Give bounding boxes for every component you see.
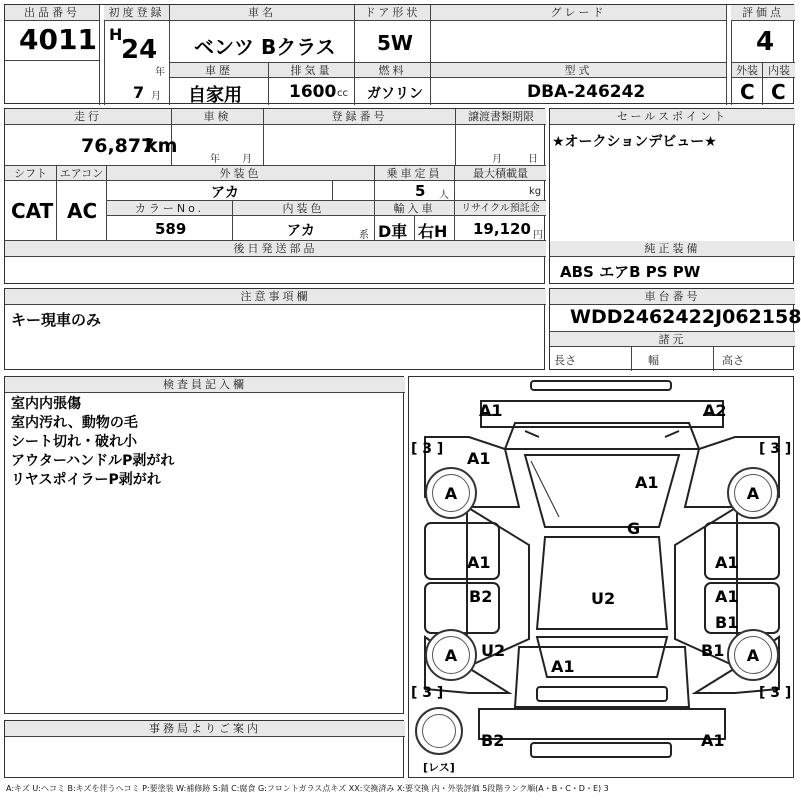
int-color-label: 内装色 (233, 201, 375, 216)
inspection-cell (172, 125, 264, 166)
steering: 右H (418, 222, 448, 241)
displacement-cell (269, 78, 355, 105)
model-label: 型式 (431, 63, 727, 78)
header-block (4, 4, 794, 104)
vehicle-info-block (4, 108, 545, 284)
mark-rear-fender-left: U2 (481, 641, 506, 660)
length-label: 長さ (554, 354, 576, 367)
era: H (109, 25, 123, 44)
tire-front-right: A (727, 467, 779, 519)
ext-color-blank (333, 181, 375, 201)
fuel-cell (355, 78, 431, 105)
reg-year: 24 (121, 35, 158, 65)
transfer-label: 譲渡書類期限 (456, 109, 546, 125)
lot-no-cell (5, 21, 100, 61)
inspector-block (4, 376, 404, 714)
mileage-unit: km (145, 135, 178, 157)
max-load-cell (455, 181, 546, 201)
tread-rear-right: [ 3 ] (759, 685, 792, 701)
reg-no-cell (264, 125, 456, 166)
ac-label: エアコン (57, 166, 107, 181)
score-cell (731, 21, 795, 63)
interior: C (771, 80, 786, 104)
ext-color: アカ (211, 185, 239, 201)
lot-no: 4011 (19, 23, 97, 56)
name-label: 車名 (170, 5, 355, 21)
recycle: 19,120 (473, 220, 531, 238)
inspector-line: アウターハンドルP剥がれ (11, 453, 175, 469)
spec-label: 諸元 (550, 331, 795, 347)
ext-color-label: 外装色 (107, 166, 375, 181)
first-reg-cell (104, 21, 170, 105)
height-cell (714, 347, 795, 371)
exterior-label: 外装 (731, 63, 763, 78)
shift-cell (5, 181, 57, 241)
int-color-unit: 系 (359, 230, 369, 241)
mark-roof: U2 (591, 589, 616, 608)
year-unit: 年 (155, 67, 165, 78)
grade-cell (431, 21, 727, 63)
mark-rear-door-right-2: B1 (715, 613, 739, 632)
mark-rear-fender-right: B1 (701, 641, 725, 660)
caution-block (4, 288, 545, 370)
history: 自家用 (188, 85, 242, 106)
caution-label: 注意事項欄 (5, 289, 546, 305)
sales-point-block (549, 108, 794, 284)
door-label: ドア形状 (355, 5, 431, 21)
inspector-line: リヤスポイラーP剥がれ (11, 472, 161, 488)
length-cell (550, 347, 632, 371)
fuel: ガソリン (367, 86, 423, 102)
name-cell (170, 21, 355, 63)
exterior-cell (731, 78, 763, 105)
mark-windshield: G (627, 519, 641, 538)
model: DBA-246242 (527, 82, 646, 102)
first-reg-label: 初度登録 (104, 5, 170, 21)
displacement-label: 排気量 (269, 63, 355, 78)
height-label: 高さ (722, 354, 744, 367)
import-cell (375, 216, 415, 241)
interior-cell (763, 78, 795, 105)
insp-month-unit: 月 (242, 154, 252, 165)
int-color: アカ (287, 223, 315, 239)
ext-color-cell (107, 181, 333, 201)
door: 5W (377, 31, 413, 55)
lot-no-label: 出品番号 (5, 5, 100, 21)
displacement: 1600 (289, 82, 337, 102)
import-label: 輸入車 (375, 201, 455, 216)
lot-no-blank (5, 61, 100, 105)
mark-trunk: A1 (551, 657, 575, 676)
inspector-line: シート切れ・破れ小 (11, 434, 137, 450)
legend: A:キズ U:ヘコミ B:キズを伴うヘコミ P:要塗装 W:補修跡 S:錆 C:腐食 G:フロントガラス点キズ XX:交換済み X:要交換 内・外装評価 5段階ランク順(A・B・C・D・E) 3 (6, 784, 609, 793)
inspector-line: 室内内張傷 (11, 396, 81, 412)
transfer-cell (456, 125, 546, 166)
inspection-label: 車検 (172, 109, 264, 125)
mark-hood-left: A1 (467, 449, 491, 468)
model-cell (431, 78, 727, 105)
shift: CAT (11, 199, 54, 223)
office-block (4, 720, 404, 778)
spare-tire (415, 707, 463, 755)
mark-hood: A1 (635, 473, 659, 492)
parts-later-label: 後日発送部品 (5, 241, 546, 257)
interior-label: 内装 (763, 63, 795, 78)
color-no-cell (107, 216, 233, 241)
tire-front-left: A (425, 467, 477, 519)
month-unit: 月 (151, 91, 161, 102)
recycle-unit: 円 (533, 230, 543, 241)
ac: AC (67, 199, 98, 223)
reg-month: 7 (133, 83, 145, 102)
ac-cell (57, 181, 107, 241)
tread-front-left: [ 3 ] (411, 441, 444, 457)
inspector-line: 室内汚れ、動物の毛 (11, 415, 138, 431)
door-cell (355, 21, 431, 63)
capacity-unit: 人 (439, 190, 449, 201)
spare-label: [レス] (423, 761, 455, 774)
width-label: 幅 (648, 354, 659, 367)
car-name: ベンツ Bクラス (194, 35, 336, 59)
equipment-label: 純正装備 (550, 241, 795, 257)
int-color-cell (233, 216, 375, 241)
mark-rear-door-left: B2 (469, 587, 493, 606)
import-value: D車 (378, 222, 408, 241)
insp-year-unit: 年 (210, 154, 220, 165)
tire-rear-right: A (727, 629, 779, 681)
color-no-label: カラーNo. (107, 201, 233, 216)
inspector-label: 検査員記入欄 (5, 377, 405, 393)
transfer-month-unit: 月 (492, 154, 502, 165)
office-label: 事務局よりご案内 (5, 721, 405, 737)
mark-rear-door-right: A1 (715, 587, 739, 606)
transfer-day-unit: 日 (528, 154, 538, 165)
width-cell (632, 347, 714, 371)
history-label: 車歴 (170, 63, 269, 78)
reg-no-label: 登録番号 (264, 109, 456, 125)
score-label: 評価点 (731, 5, 795, 21)
steering-cell (415, 216, 455, 241)
tread-front-right: [ 3 ] (759, 441, 792, 457)
mileage-label: 走行 (5, 109, 172, 125)
car-diagram (408, 376, 794, 778)
capacity-cell (375, 181, 455, 201)
shift-label: シフト (5, 166, 57, 181)
capacity: 5 (415, 182, 426, 200)
mark-front-door-left: A1 (467, 553, 491, 572)
sales-point-label: セールスポイント (550, 109, 795, 125)
recycle-label: リサイクル預託金 (455, 201, 546, 216)
fuel-label: 燃料 (355, 63, 431, 78)
caution: キー現車のみ (11, 311, 102, 329)
exterior: C (740, 80, 755, 104)
mark-front-left: A1 (479, 401, 503, 420)
car-outline (409, 377, 795, 779)
displacement-unit: cc (337, 88, 348, 99)
tire-rear-left: A (425, 629, 477, 681)
grade-label: グレード (431, 5, 727, 21)
mileage: 76,877 (81, 135, 155, 157)
chassis: WDD2462422J062158 (570, 306, 801, 328)
chassis-label: 車台番号 (550, 289, 795, 305)
sales-point: ★オークションデビュー★ (552, 134, 717, 150)
recycle-cell (455, 216, 546, 241)
tread-rear-left: [ 3 ] (411, 685, 444, 701)
color-no: 589 (155, 220, 187, 238)
inspector-lines (11, 395, 174, 490)
score: 4 (756, 27, 775, 57)
mileage-cell (5, 125, 178, 166)
max-load-unit: kg (529, 186, 542, 197)
chassis-block (549, 288, 801, 370)
mark-rear-left: B2 (481, 731, 505, 750)
max-load-label: 最大積載量 (455, 166, 546, 181)
history-cell (170, 78, 269, 105)
capacity-label: 乗車定員 (375, 166, 455, 181)
equipment: ABS エアB PS PW (560, 263, 701, 281)
mark-front-door-right: A1 (715, 553, 739, 572)
mark-front-right: A2 (703, 401, 727, 420)
mark-rear-right: A1 (701, 731, 725, 750)
